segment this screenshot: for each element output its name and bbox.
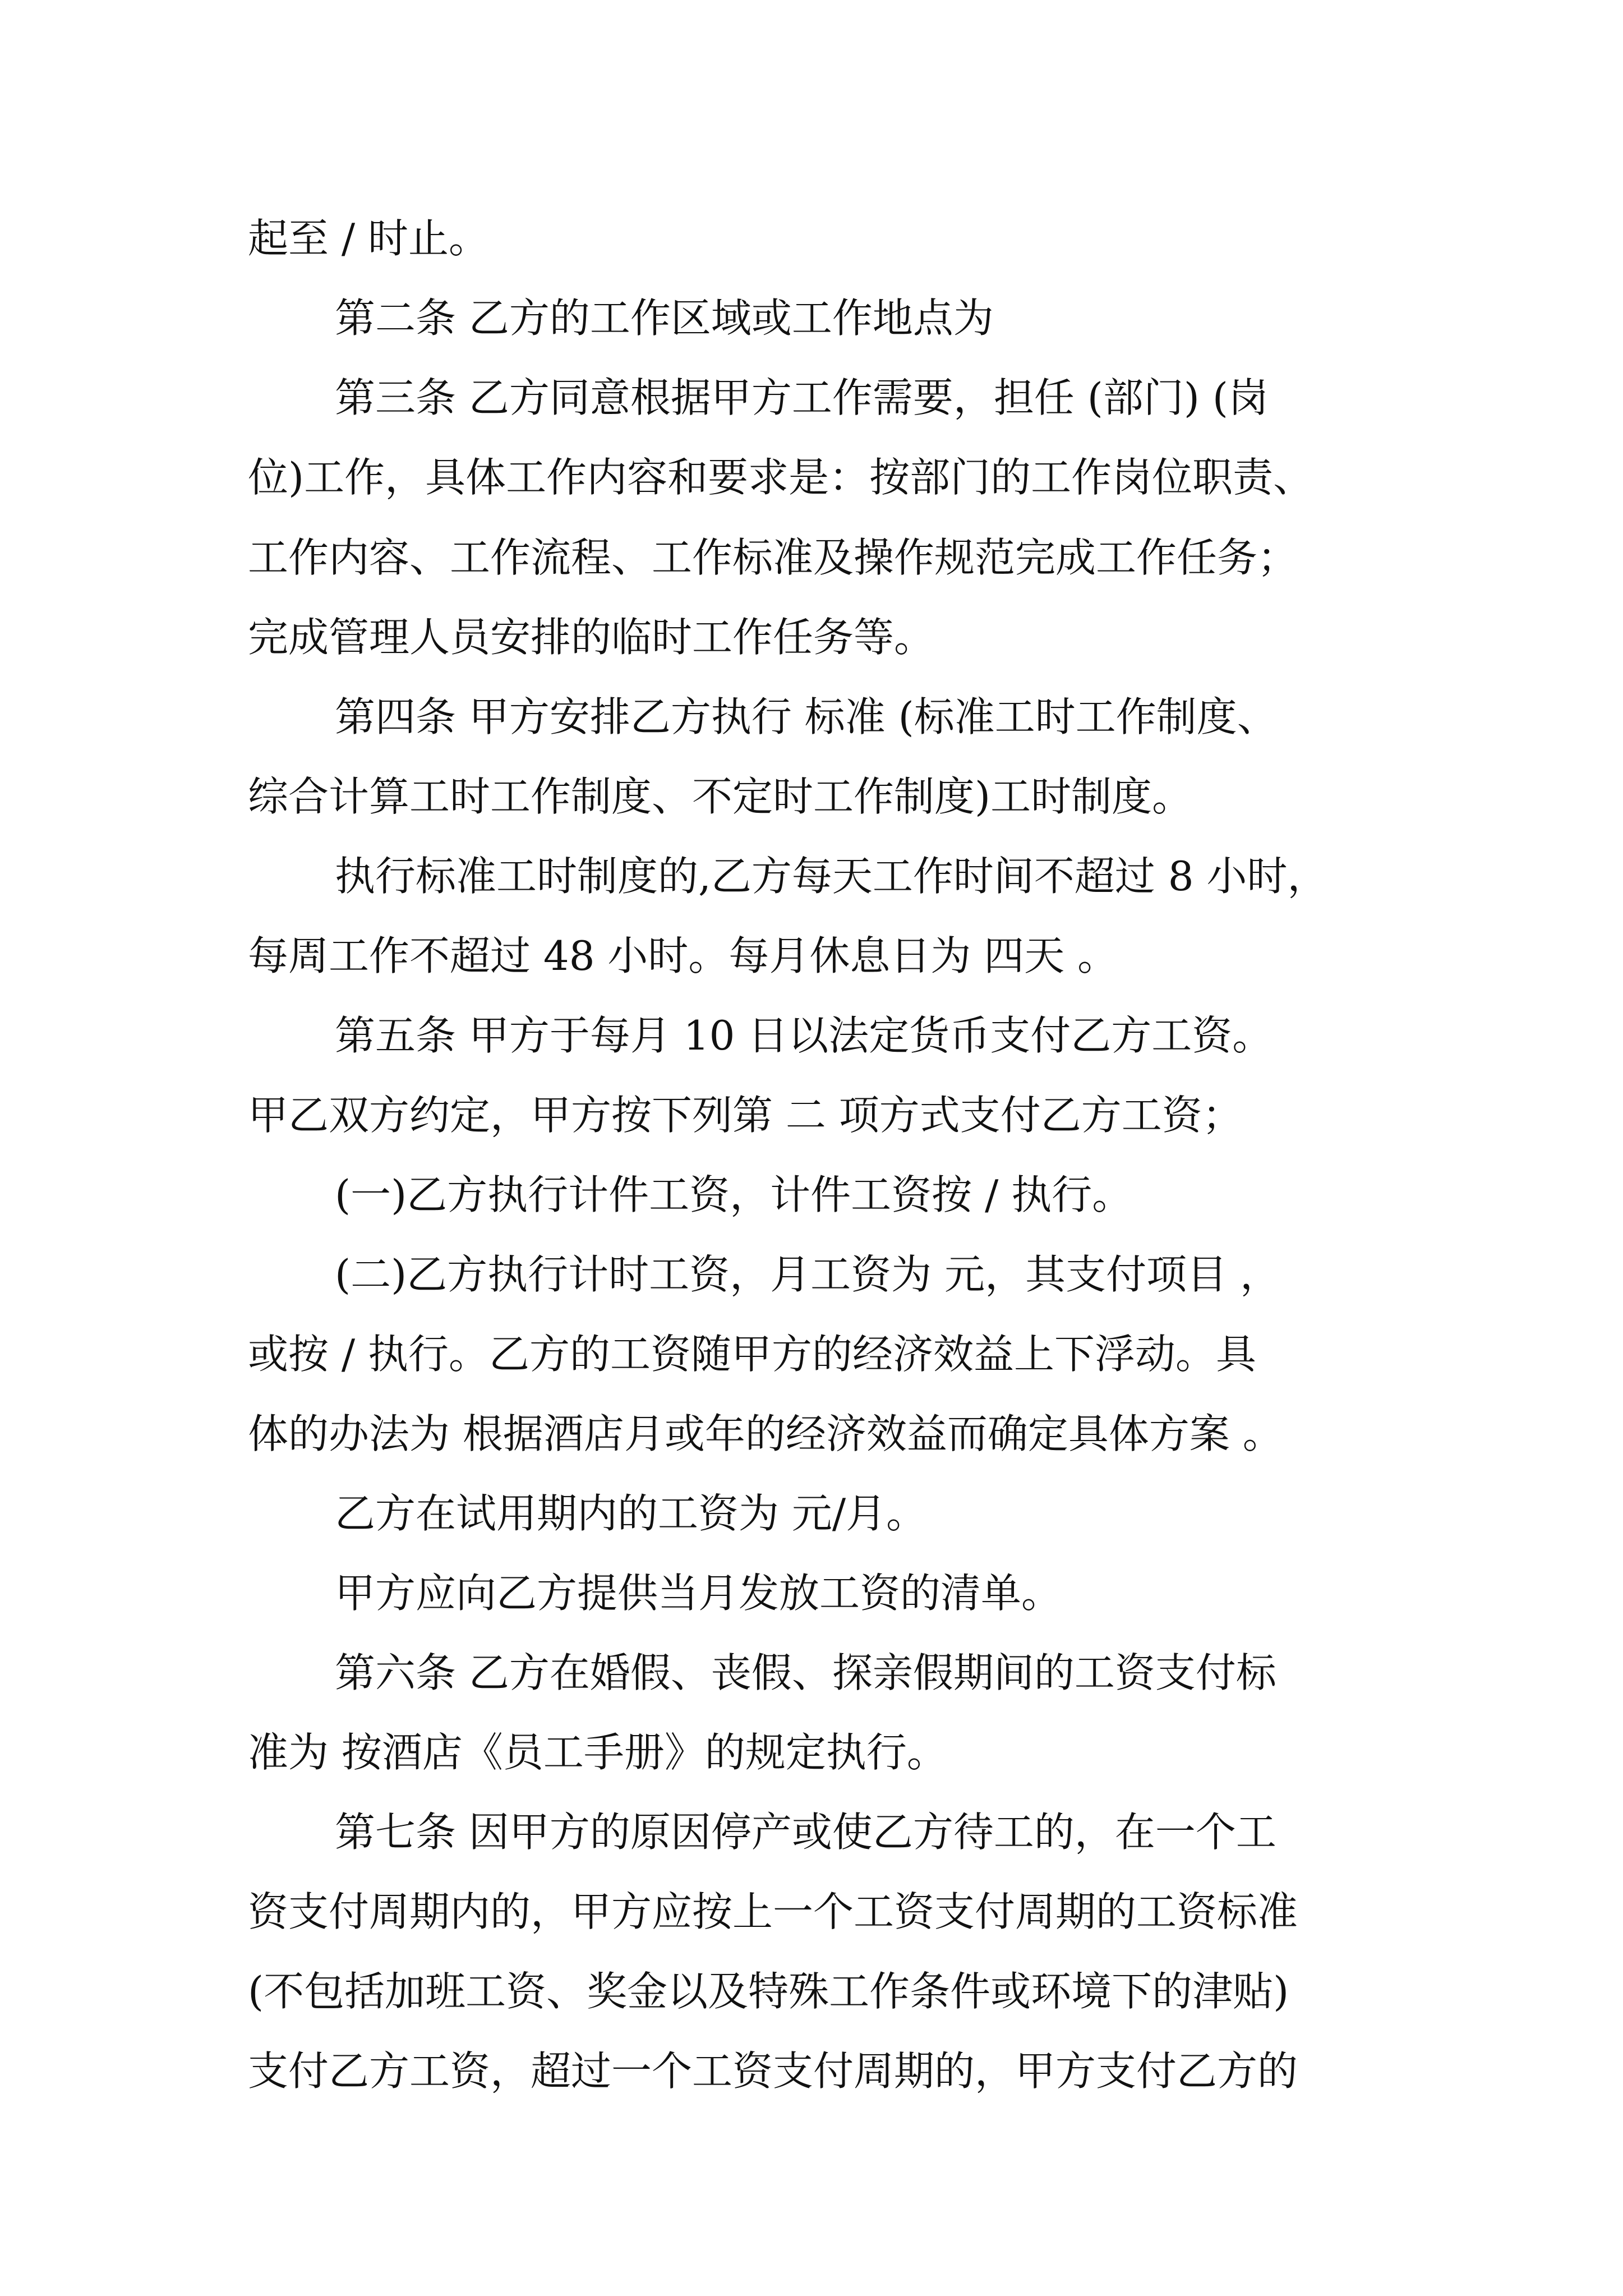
text-line-23: (不包括加班工资、奖金以及特殊工作条件或环境下的津贴)	[248, 1968, 1289, 2015]
text-line-3: 第三条 乙方同意根据甲方工作需要，担任 (部门) (岗	[335, 374, 1269, 421]
text-line-15: 或按 / 执行。乙方的工资随甲方的经济效益上下浮动。具	[248, 1331, 1257, 1378]
text-line-8: 综合计算工时工作制度、不定时工作制度)工时制度。	[248, 773, 1193, 820]
text-line-7: 第四条 甲方安排乙方执行 标准 (标准工时工作制度、	[335, 693, 1278, 740]
text-line-22: 资支付周期内的，甲方应按上一个工资支付周期的工资标准	[248, 1888, 1298, 1935]
text-line-18: 甲方应向乙方提供当月发放工资的清单。	[335, 1570, 1062, 1617]
text-line-24: 支付乙方工资，超过一个工资支付周期的，甲方支付乙方的	[248, 2047, 1298, 2095]
text-line-4: 位)工作，具体工作内容和要求是：按部门的工作岗位职责、	[248, 454, 1314, 501]
text-line-19: 第六条 乙方在婚假、丧假、探亲假期间的工资支付标	[335, 1649, 1276, 1696]
text-line-14: (二)乙方执行计时工资，月工资为 元，其支付项目 ，	[335, 1251, 1280, 1298]
text-line-16: 体的办法为 根据酒店月或年的经济效益而确定具体方案 。	[248, 1410, 1283, 1457]
text-line-1: 起至 / 时止。	[248, 215, 490, 262]
text-line-21: 第七条 因甲方的原因停产或使乙方待工的，在一个工	[335, 1809, 1276, 1856]
text-line-9: 执行标准工时制度的,乙方每天工作时间不超过 8 小时，	[335, 853, 1328, 900]
text-line-17: 乙方在试用期内的工资为 元/月。	[335, 1490, 927, 1537]
text-line-10: 每周工作不超过 48 小时。每月休息日为 四天 。	[248, 932, 1118, 979]
text-line-11: 第五条 甲方于每月 10 日以法定货币支付乙方工资。	[335, 1012, 1273, 1059]
text-line-20: 准为 按酒店《员工手册》的规定执行。	[248, 1729, 947, 1776]
text-line-2: 第二条 乙方的工作区域或工作地点为	[335, 295, 994, 342]
text-line-5: 工作内容、工作流程、工作标准及操作规范完成工作任务；	[248, 534, 1298, 581]
text-line-12: 甲乙双方约定，甲方按下列第 二 项方式支付乙方工资；	[248, 1092, 1243, 1139]
text-line-13: (一)乙方执行计件工资，计件工资按 / 执行。	[335, 1171, 1133, 1218]
text-line-6: 完成管理人员安排的临时工作任务等。	[248, 614, 935, 661]
